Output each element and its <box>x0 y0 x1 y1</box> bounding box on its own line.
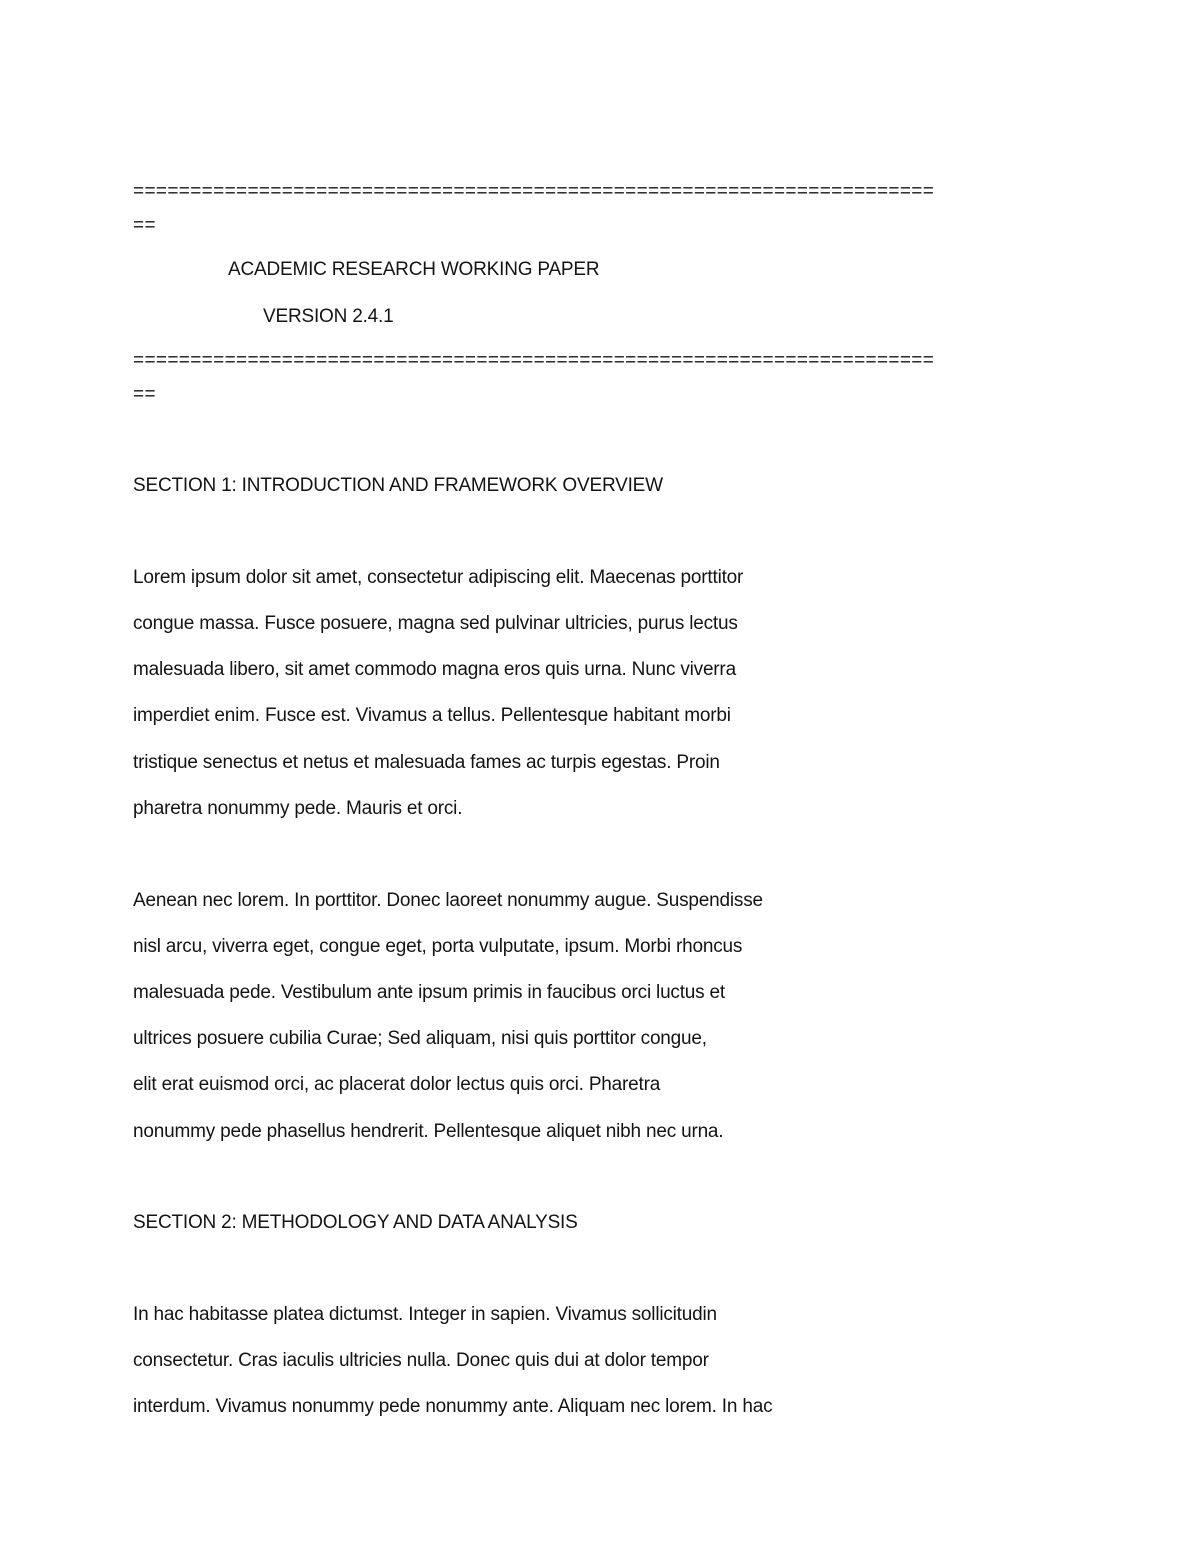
section-heading: SECTION 2: METHODOLOGY AND DATA ANALYSIS <box>133 1212 578 1233</box>
paragraph-line: interdum. Vivamus nonummy pede nonummy ante. Aliquam nec lorem. In hac <box>133 1396 773 1417</box>
paragraph-line: imperdiet enim. Fusce est. Vivamus a tellus. Pellentesque habitant morbi <box>133 705 731 726</box>
paragraph-line: nonummy pede phasellus hendrerit. Pellentesque aliquet nibh nec urna. <box>133 1121 724 1142</box>
paragraph-line: consectetur. Cras iaculis ultricies nulla. Donec quis dui at dolor tempor <box>133 1350 709 1371</box>
paragraph-line: ultrices posuere cubilia Curae; Sed aliquam, nisi quis porttitor congue, <box>133 1028 707 1049</box>
paragraph-line: In hac habitasse platea dictumst. Integer in sapien. Vivamus sollicitudin <box>133 1304 717 1325</box>
paragraph-line: nisl arcu, viverra eget, congue eget, porta vulputate, ipsum. Morbi rhoncus <box>133 936 743 957</box>
header-rule: ====================================================================== <box>133 181 935 202</box>
paragraph-line: malesuada pede. Vestibulum ante ipsum primis in faucibus orci luctus et <box>133 982 726 1003</box>
header-rule: ====================================================================== <box>133 350 935 371</box>
paragraph-line: Aenean nec lorem. In porttitor. Donec laoreet nonummy augue. Suspendisse <box>133 890 763 911</box>
document-version: VERSION 2.4.1 <box>263 306 394 327</box>
paragraph-line: congue massa. Fusce posuere, magna sed pulvinar ultricies, purus lectus <box>133 613 738 634</box>
header-rule-wrap: == <box>133 215 156 236</box>
document-title: ACADEMIC RESEARCH WORKING PAPER <box>228 259 600 280</box>
section-heading: SECTION 1: INTRODUCTION AND FRAMEWORK OVERVIEW <box>133 475 663 496</box>
paragraph-line: elit erat euismod orci, ac placerat dolor lectus quis orci. Pharetra <box>133 1074 661 1095</box>
paragraph-line: tristique senectus et netus et malesuada fames ac turpis egestas. Proin <box>133 752 720 773</box>
header-rule-wrap: == <box>133 384 156 405</box>
paragraph-line: pharetra nonummy pede. Mauris et orci. <box>133 798 463 819</box>
paragraph-line: malesuada libero, sit amet commodo magna eros quis urna. Nunc viverra <box>133 659 736 680</box>
paragraph-line: Lorem ipsum dolor sit amet, consectetur adipiscing elit. Maecenas porttitor <box>133 567 744 588</box>
